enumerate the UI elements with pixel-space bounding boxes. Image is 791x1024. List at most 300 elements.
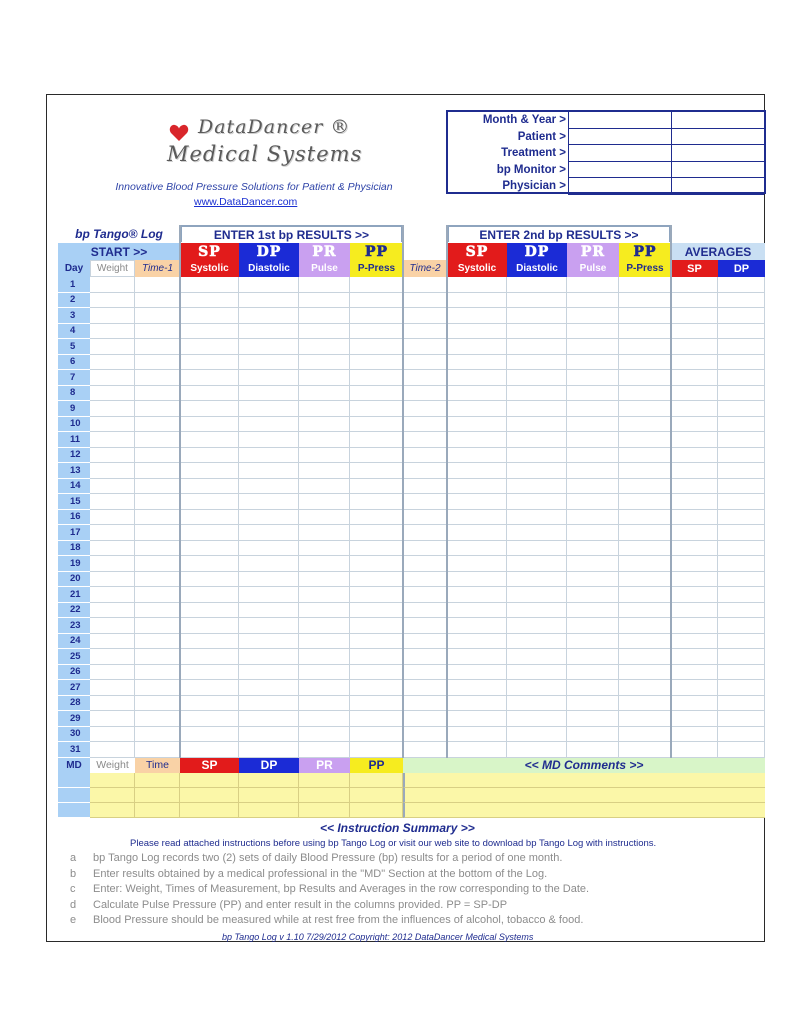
log-entry-cell[interactable] — [671, 618, 718, 634]
log-entry-cell[interactable] — [180, 448, 239, 464]
log-entry-cell[interactable] — [180, 355, 239, 371]
log-entry-cell[interactable] — [567, 556, 619, 572]
log-entry-cell[interactable] — [299, 665, 350, 681]
log-entry-cell[interactable] — [718, 448, 765, 464]
log-entry-cell[interactable] — [447, 711, 507, 727]
log-entry-cell[interactable] — [135, 680, 180, 696]
log-entry-cell[interactable] — [90, 386, 135, 402]
log-entry-cell[interactable] — [671, 603, 718, 619]
log-entry-cell[interactable] — [135, 308, 180, 324]
log-entry-cell[interactable] — [718, 711, 765, 727]
log-entry-cell[interactable] — [239, 324, 299, 340]
log-entry-cell[interactable] — [90, 711, 135, 727]
log-entry-cell[interactable] — [447, 386, 507, 402]
log-entry-cell[interactable] — [90, 634, 135, 650]
info-input[interactable] — [568, 145, 671, 162]
log-entry-cell[interactable] — [135, 339, 180, 355]
log-entry-cell[interactable] — [567, 401, 619, 417]
log-entry-cell[interactable] — [180, 308, 239, 324]
log-entry-cell[interactable] — [350, 448, 403, 464]
log-entry-cell[interactable] — [507, 277, 567, 293]
log-entry-cell[interactable] — [299, 494, 350, 510]
log-entry-cell[interactable] — [718, 510, 765, 526]
log-entry-cell[interactable] — [135, 401, 180, 417]
log-entry-cell[interactable] — [567, 277, 619, 293]
log-entry-cell[interactable] — [567, 355, 619, 371]
log-entry-cell[interactable] — [447, 494, 507, 510]
log-entry-cell[interactable] — [180, 417, 239, 433]
log-entry-cell[interactable] — [403, 603, 447, 619]
log-entry-cell[interactable] — [90, 556, 135, 572]
log-entry-cell[interactable] — [671, 401, 718, 417]
log-entry-cell[interactable] — [718, 386, 765, 402]
log-entry-cell[interactable] — [239, 696, 299, 712]
log-entry-cell[interactable] — [135, 603, 180, 619]
log-entry-cell[interactable] — [239, 463, 299, 479]
log-entry-cell[interactable] — [299, 277, 350, 293]
log-entry-cell[interactable] — [350, 680, 403, 696]
log-entry-cell[interactable] — [180, 603, 239, 619]
log-entry-cell[interactable] — [619, 370, 671, 386]
log-entry-cell[interactable] — [180, 277, 239, 293]
log-entry-cell[interactable] — [507, 665, 567, 681]
log-entry-cell[interactable] — [299, 603, 350, 619]
log-entry-cell[interactable] — [619, 479, 671, 495]
log-entry-cell[interactable] — [239, 339, 299, 355]
log-entry-cell[interactable] — [180, 510, 239, 526]
log-entry-cell[interactable] — [619, 556, 671, 572]
log-entry-cell[interactable] — [718, 355, 765, 371]
log-entry-cell[interactable] — [619, 401, 671, 417]
log-entry-cell[interactable] — [567, 541, 619, 557]
log-entry-cell[interactable] — [299, 525, 350, 541]
log-entry-cell[interactable] — [507, 727, 567, 743]
log-entry-cell[interactable] — [619, 432, 671, 448]
log-entry-cell[interactable] — [619, 696, 671, 712]
log-entry-cell[interactable] — [619, 324, 671, 340]
log-entry-cell[interactable] — [350, 634, 403, 650]
log-entry-cell[interactable] — [90, 727, 135, 743]
log-entry-cell[interactable] — [90, 510, 135, 526]
log-entry-cell[interactable] — [447, 618, 507, 634]
log-entry-cell[interactable] — [567, 587, 619, 603]
log-entry-cell[interactable] — [350, 463, 403, 479]
md-entry-cell[interactable] — [180, 773, 239, 788]
log-entry-cell[interactable] — [403, 463, 447, 479]
log-entry-cell[interactable] — [299, 587, 350, 603]
log-entry-cell[interactable] — [135, 355, 180, 371]
log-entry-cell[interactable] — [180, 556, 239, 572]
log-entry-cell[interactable] — [671, 432, 718, 448]
log-entry-cell[interactable] — [567, 494, 619, 510]
log-entry-cell[interactable] — [239, 479, 299, 495]
log-entry-cell[interactable] — [180, 525, 239, 541]
md-entry-cell[interactable] — [350, 788, 403, 803]
log-entry-cell[interactable] — [507, 618, 567, 634]
log-entry-cell[interactable] — [718, 680, 765, 696]
log-entry-cell[interactable] — [350, 510, 403, 526]
md-entry-cell[interactable] — [299, 773, 350, 788]
log-entry-cell[interactable] — [567, 417, 619, 433]
log-entry-cell[interactable] — [671, 634, 718, 650]
log-entry-cell[interactable] — [619, 339, 671, 355]
log-entry-cell[interactable] — [239, 665, 299, 681]
log-entry-cell[interactable] — [507, 742, 567, 758]
info-input[interactable] — [671, 129, 764, 146]
log-entry-cell[interactable] — [90, 494, 135, 510]
log-entry-cell[interactable] — [403, 696, 447, 712]
log-entry-cell[interactable] — [718, 370, 765, 386]
log-entry-cell[interactable] — [299, 634, 350, 650]
log-entry-cell[interactable] — [239, 541, 299, 557]
log-entry-cell[interactable] — [507, 370, 567, 386]
log-entry-cell[interactable] — [507, 448, 567, 464]
md-comment-cell[interactable] — [403, 788, 765, 803]
log-entry-cell[interactable] — [403, 308, 447, 324]
log-entry-cell[interactable] — [619, 665, 671, 681]
md-entry-cell[interactable] — [135, 788, 180, 803]
log-entry-cell[interactable] — [180, 479, 239, 495]
log-entry-cell[interactable] — [90, 618, 135, 634]
log-entry-cell[interactable] — [350, 479, 403, 495]
log-entry-cell[interactable] — [671, 727, 718, 743]
log-entry-cell[interactable] — [350, 525, 403, 541]
log-entry-cell[interactable] — [447, 370, 507, 386]
log-entry-cell[interactable] — [619, 649, 671, 665]
log-entry-cell[interactable] — [239, 432, 299, 448]
md-entry-cell[interactable] — [90, 803, 135, 818]
log-entry-cell[interactable] — [671, 494, 718, 510]
log-entry-cell[interactable] — [671, 587, 718, 603]
log-entry-cell[interactable] — [180, 324, 239, 340]
log-entry-cell[interactable] — [90, 525, 135, 541]
log-entry-cell[interactable] — [350, 417, 403, 433]
log-entry-cell[interactable] — [447, 479, 507, 495]
log-entry-cell[interactable] — [447, 556, 507, 572]
md-entry-cell[interactable] — [299, 803, 350, 818]
md-entry-cell[interactable] — [239, 773, 299, 788]
log-entry-cell[interactable] — [299, 308, 350, 324]
log-entry-cell[interactable] — [718, 727, 765, 743]
log-entry-cell[interactable] — [507, 634, 567, 650]
log-entry-cell[interactable] — [299, 479, 350, 495]
log-entry-cell[interactable] — [350, 324, 403, 340]
log-entry-cell[interactable] — [567, 618, 619, 634]
log-entry-cell[interactable] — [567, 510, 619, 526]
log-entry-cell[interactable] — [403, 572, 447, 588]
log-entry-cell[interactable] — [350, 541, 403, 557]
log-entry-cell[interactable] — [135, 386, 180, 402]
log-entry-cell[interactable] — [507, 603, 567, 619]
log-entry-cell[interactable] — [299, 324, 350, 340]
log-entry-cell[interactable] — [350, 572, 403, 588]
log-entry-cell[interactable] — [403, 339, 447, 355]
log-entry-cell[interactable] — [671, 572, 718, 588]
log-entry-cell[interactable] — [567, 742, 619, 758]
md-entry-cell[interactable] — [135, 803, 180, 818]
log-entry-cell[interactable] — [507, 339, 567, 355]
info-input[interactable] — [568, 162, 671, 179]
log-entry-cell[interactable] — [507, 432, 567, 448]
log-entry-cell[interactable] — [567, 293, 619, 309]
log-entry-cell[interactable] — [180, 665, 239, 681]
log-entry-cell[interactable] — [671, 355, 718, 371]
log-entry-cell[interactable] — [350, 401, 403, 417]
log-entry-cell[interactable] — [90, 293, 135, 309]
log-entry-cell[interactable] — [350, 665, 403, 681]
log-entry-cell[interactable] — [567, 370, 619, 386]
log-entry-cell[interactable] — [135, 711, 180, 727]
log-entry-cell[interactable] — [135, 727, 180, 743]
log-entry-cell[interactable] — [619, 277, 671, 293]
log-entry-cell[interactable] — [135, 510, 180, 526]
log-entry-cell[interactable] — [299, 572, 350, 588]
log-entry-cell[interactable] — [180, 711, 239, 727]
log-entry-cell[interactable] — [567, 479, 619, 495]
log-entry-cell[interactable] — [619, 572, 671, 588]
log-entry-cell[interactable] — [619, 742, 671, 758]
log-entry-cell[interactable] — [350, 711, 403, 727]
log-entry-cell[interactable] — [299, 556, 350, 572]
md-entry-cell[interactable] — [90, 773, 135, 788]
log-entry-cell[interactable] — [447, 277, 507, 293]
log-entry-cell[interactable] — [403, 494, 447, 510]
log-entry-cell[interactable] — [671, 277, 718, 293]
log-entry-cell[interactable] — [671, 711, 718, 727]
log-entry-cell[interactable] — [299, 293, 350, 309]
log-entry-cell[interactable] — [718, 634, 765, 650]
log-entry-cell[interactable] — [180, 339, 239, 355]
log-entry-cell[interactable] — [671, 510, 718, 526]
log-entry-cell[interactable] — [135, 556, 180, 572]
website-link[interactable]: www.DataDancer.com — [194, 196, 298, 208]
log-entry-cell[interactable] — [90, 370, 135, 386]
log-entry-cell[interactable] — [507, 324, 567, 340]
log-entry-cell[interactable] — [350, 742, 403, 758]
log-entry-cell[interactable] — [299, 355, 350, 371]
log-entry-cell[interactable] — [239, 587, 299, 603]
log-entry-cell[interactable] — [90, 308, 135, 324]
log-entry-cell[interactable] — [403, 742, 447, 758]
log-entry-cell[interactable] — [671, 479, 718, 495]
log-entry-cell[interactable] — [671, 324, 718, 340]
info-input[interactable] — [671, 178, 764, 195]
log-entry-cell[interactable] — [135, 665, 180, 681]
log-entry-cell[interactable] — [135, 572, 180, 588]
log-entry-cell[interactable] — [90, 541, 135, 557]
log-entry-cell[interactable] — [619, 618, 671, 634]
log-entry-cell[interactable] — [403, 432, 447, 448]
log-entry-cell[interactable] — [403, 634, 447, 650]
log-entry-cell[interactable] — [671, 339, 718, 355]
log-entry-cell[interactable] — [619, 494, 671, 510]
log-entry-cell[interactable] — [403, 355, 447, 371]
log-entry-cell[interactable] — [135, 293, 180, 309]
log-entry-cell[interactable] — [671, 308, 718, 324]
log-entry-cell[interactable] — [718, 618, 765, 634]
log-entry-cell[interactable] — [350, 603, 403, 619]
log-entry-cell[interactable] — [718, 572, 765, 588]
info-input[interactable] — [671, 145, 764, 162]
log-entry-cell[interactable] — [403, 448, 447, 464]
log-entry-cell[interactable] — [135, 432, 180, 448]
log-entry-cell[interactable] — [403, 541, 447, 557]
log-entry-cell[interactable] — [90, 696, 135, 712]
log-entry-cell[interactable] — [90, 665, 135, 681]
log-entry-cell[interactable] — [507, 386, 567, 402]
md-entry-cell[interactable] — [299, 788, 350, 803]
log-entry-cell[interactable] — [403, 324, 447, 340]
md-entry-cell[interactable] — [180, 803, 239, 818]
log-entry-cell[interactable] — [90, 587, 135, 603]
log-entry-cell[interactable] — [180, 432, 239, 448]
log-entry-cell[interactable] — [671, 649, 718, 665]
log-entry-cell[interactable] — [180, 649, 239, 665]
log-entry-cell[interactable] — [180, 494, 239, 510]
log-entry-cell[interactable] — [135, 479, 180, 495]
log-entry-cell[interactable] — [718, 339, 765, 355]
log-entry-cell[interactable] — [718, 556, 765, 572]
log-entry-cell[interactable] — [239, 510, 299, 526]
log-entry-cell[interactable] — [299, 696, 350, 712]
log-entry-cell[interactable] — [90, 339, 135, 355]
info-input[interactable] — [568, 129, 671, 146]
log-entry-cell[interactable] — [239, 494, 299, 510]
log-entry-cell[interactable] — [90, 277, 135, 293]
log-entry-cell[interactable] — [567, 339, 619, 355]
log-entry-cell[interactable] — [299, 386, 350, 402]
log-entry-cell[interactable] — [567, 463, 619, 479]
log-entry-cell[interactable] — [90, 479, 135, 495]
log-entry-cell[interactable] — [447, 339, 507, 355]
log-entry-cell[interactable] — [507, 479, 567, 495]
log-entry-cell[interactable] — [239, 386, 299, 402]
log-entry-cell[interactable] — [180, 401, 239, 417]
log-entry-cell[interactable] — [239, 556, 299, 572]
log-entry-cell[interactable] — [507, 649, 567, 665]
log-entry-cell[interactable] — [567, 525, 619, 541]
log-entry-cell[interactable] — [447, 401, 507, 417]
log-entry-cell[interactable] — [718, 603, 765, 619]
log-entry-cell[interactable] — [403, 711, 447, 727]
log-entry-cell[interactable] — [619, 587, 671, 603]
log-entry-cell[interactable] — [619, 634, 671, 650]
log-entry-cell[interactable] — [135, 649, 180, 665]
log-entry-cell[interactable] — [671, 696, 718, 712]
log-entry-cell[interactable] — [180, 696, 239, 712]
log-entry-cell[interactable] — [671, 525, 718, 541]
md-entry-cell[interactable] — [239, 788, 299, 803]
log-entry-cell[interactable] — [447, 680, 507, 696]
log-entry-cell[interactable] — [135, 417, 180, 433]
log-entry-cell[interactable] — [447, 742, 507, 758]
log-entry-cell[interactable] — [671, 448, 718, 464]
log-entry-cell[interactable] — [239, 742, 299, 758]
log-entry-cell[interactable] — [619, 308, 671, 324]
log-entry-cell[interactable] — [619, 541, 671, 557]
md-comment-cell[interactable] — [403, 773, 765, 788]
log-entry-cell[interactable] — [135, 525, 180, 541]
log-entry-cell[interactable] — [671, 541, 718, 557]
log-entry-cell[interactable] — [299, 432, 350, 448]
log-entry-cell[interactable] — [135, 448, 180, 464]
log-entry-cell[interactable] — [135, 541, 180, 557]
log-entry-cell[interactable] — [90, 401, 135, 417]
log-entry-cell[interactable] — [403, 556, 447, 572]
log-entry-cell[interactable] — [180, 727, 239, 743]
log-entry-cell[interactable] — [671, 417, 718, 433]
log-entry-cell[interactable] — [567, 649, 619, 665]
log-entry-cell[interactable] — [403, 417, 447, 433]
log-entry-cell[interactable] — [567, 386, 619, 402]
log-entry-cell[interactable] — [507, 463, 567, 479]
log-entry-cell[interactable] — [718, 277, 765, 293]
log-entry-cell[interactable] — [350, 696, 403, 712]
log-entry-cell[interactable] — [619, 711, 671, 727]
log-entry-cell[interactable] — [718, 432, 765, 448]
log-entry-cell[interactable] — [299, 417, 350, 433]
log-entry-cell[interactable] — [619, 463, 671, 479]
log-entry-cell[interactable] — [180, 370, 239, 386]
log-entry-cell[interactable] — [350, 308, 403, 324]
log-entry-cell[interactable] — [350, 727, 403, 743]
log-entry-cell[interactable] — [135, 463, 180, 479]
log-entry-cell[interactable] — [447, 448, 507, 464]
log-entry-cell[interactable] — [507, 556, 567, 572]
log-entry-cell[interactable] — [447, 541, 507, 557]
log-entry-cell[interactable] — [403, 386, 447, 402]
log-entry-cell[interactable] — [619, 355, 671, 371]
log-entry-cell[interactable] — [299, 339, 350, 355]
log-entry-cell[interactable] — [180, 680, 239, 696]
log-entry-cell[interactable] — [299, 541, 350, 557]
log-entry-cell[interactable] — [90, 572, 135, 588]
md-entry-cell[interactable] — [350, 773, 403, 788]
log-entry-cell[interactable] — [299, 711, 350, 727]
log-entry-cell[interactable] — [718, 649, 765, 665]
log-entry-cell[interactable] — [403, 587, 447, 603]
log-entry-cell[interactable] — [239, 680, 299, 696]
log-entry-cell[interactable] — [447, 417, 507, 433]
log-entry-cell[interactable] — [567, 634, 619, 650]
log-entry-cell[interactable] — [507, 417, 567, 433]
log-entry-cell[interactable] — [90, 324, 135, 340]
md-entry-cell[interactable] — [135, 773, 180, 788]
log-entry-cell[interactable] — [135, 277, 180, 293]
log-entry-cell[interactable] — [299, 463, 350, 479]
log-entry-cell[interactable] — [350, 277, 403, 293]
log-entry-cell[interactable] — [567, 665, 619, 681]
log-entry-cell[interactable] — [567, 711, 619, 727]
log-entry-cell[interactable] — [718, 293, 765, 309]
log-entry-cell[interactable] — [507, 308, 567, 324]
log-entry-cell[interactable] — [239, 308, 299, 324]
log-entry-cell[interactable] — [299, 680, 350, 696]
log-entry-cell[interactable] — [180, 634, 239, 650]
log-entry-cell[interactable] — [90, 680, 135, 696]
log-entry-cell[interactable] — [403, 665, 447, 681]
log-entry-cell[interactable] — [403, 525, 447, 541]
log-entry-cell[interactable] — [447, 696, 507, 712]
log-entry-cell[interactable] — [403, 510, 447, 526]
log-entry-cell[interactable] — [239, 618, 299, 634]
log-entry-cell[interactable] — [671, 463, 718, 479]
log-entry-cell[interactable] — [619, 386, 671, 402]
log-entry-cell[interactable] — [507, 293, 567, 309]
log-entry-cell[interactable] — [135, 696, 180, 712]
log-entry-cell[interactable] — [507, 355, 567, 371]
log-entry-cell[interactable] — [671, 370, 718, 386]
